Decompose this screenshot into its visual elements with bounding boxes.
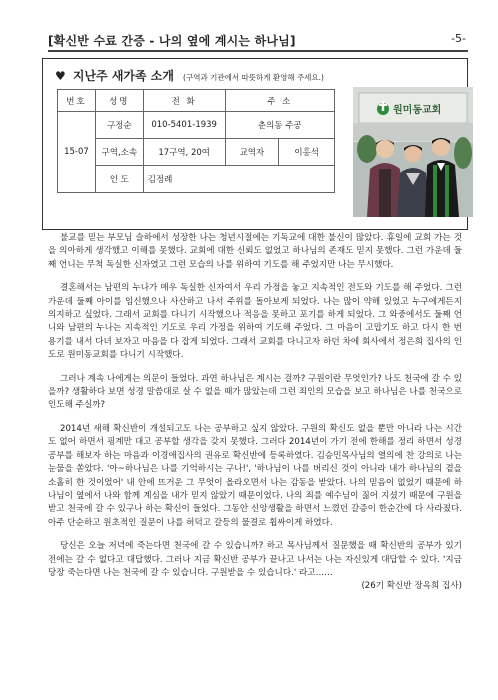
- testimony-paragraph: 2014년 새해 확신반이 개설되고도 나는 공부하고 싶지 않았다. 구원의 확신도 없을 뿐만 아니라 나는 시간도 없어 하면서 핑계만 대고 공부할 생각을 갖지 못했다. 그러다 2014년이 가기 전에 한해를 정리 하면서 성경공부를 해보자 하는 마음과 이경애집사의 권유로 확신반에 등록하였다. 김승민목사님의 열의에 찬 강의로 나는 눈물을 쏟았다. '아~하나님은 나를 기억하시는 구나!', '하나님이 나를 버리신 것이 아니라 내가 하나님의 곁을 소홀히 한 것이었어' 내 안에 뜨거운 그 무엇이 올라오면서 나는 감동을 받았다. 나의 믿음이 없었기 때문에 하나님이 옆에서 나와 함께 계심을 내가 믿지 않았기 때문이었다. 나의 죄를 예수님이 짊어 지셨기 때문에 구원을 받고 천국에 갈 수 있구나 하는 확신이 들었다. 그동안 신앙생활을 하면서 느꼈던 갈증이 한순간에 다 사라졌다. 아주 단순하고 원초적인 질문이 나를 허덕고 갈등의 물결로 휩싸이게 하였다.: [48, 423, 462, 528]
- header-phone: 전 화: [143, 90, 225, 112]
- page-header: [48, 32, 468, 52]
- heart-icon: ♥: [55, 69, 66, 83]
- page-number: -5-: [451, 32, 466, 45]
- testimony-body: [48, 232, 462, 594]
- new-family-heading: [55, 65, 324, 84]
- table-row: [58, 139, 335, 166]
- pastor-label: 교역자: [225, 139, 279, 166]
- district-value: 17구역, 20여: [143, 139, 225, 166]
- member-phone: 010-5401-1939: [143, 112, 225, 139]
- guide-label: 인 도: [95, 166, 143, 193]
- new-family-subtitle: (구역과 기관에서 따뜻하게 환영해 주세요.): [183, 73, 324, 82]
- table-row: [58, 112, 335, 139]
- registration-number: 15-07: [58, 112, 96, 193]
- pastor-value: 이홍석: [279, 139, 335, 166]
- guide-value: 김정례: [143, 166, 334, 193]
- header-address: 주 소: [225, 90, 334, 112]
- new-family-table: [57, 89, 335, 193]
- header-divider: [48, 50, 468, 52]
- new-family-title: 지난주 새가족 소개: [72, 69, 174, 83]
- member-address: 춘의동 주공: [225, 112, 334, 139]
- testimony-paragraph: 불교를 믿는 부모님 슬하에서 성장한 나는 청년시절에는 기독교에 대한 불신이 많았다. 휴일에 교회 가는 것을 의아하게 생각했고 이해를 못했다. 교회에 대한 신뢰도 없었고 하나님의 존재도 믿지 못했다. 그런 가운데 둘째 언니는 무척 독실한 신자였고 그런 모습의 나를 위하여 기도를 해 주었지만 나는 무시했다.: [48, 233, 462, 270]
- testimony-paragraph: 당신은 오늘 저녁에 죽는다면 천국에 갈 수 있습니까? 하고 목사님께서 질문했을 때 확신반의 공부가 있기 전에는 갈 수 없다고 대답했다. 그러나 지금 확신반 공부가 끝나고 나서는 나는 자신있게 대답할 수 있다. '지금 당장 죽는다면 나는 천국에 갈 수 있습니다. 구원받을 수 있습니다.' 라고……: [48, 541, 462, 578]
- member-name: 구정순: [95, 112, 143, 139]
- new-family-section: [42, 58, 468, 230]
- testimony-paragraph: 결혼해서는 남편의 누나가 매우 독실한 신자여서 우리 가정을 놓고 지속적인 전도와 기도를 해 주었다. 그런 가운데 둘째 아이를 임신했으나 사산하고 나서 주위를 돌아보게 되었다. 나는 많이 약해 있었고 누구에게든지 의지하고 싶었다. 그래서 교회를 다니기 시작했으나 적응을 못하고 포기를 하게 되었다. 그 와중에서도 둘째 언니와 남편의 누나는 지속적인 기도로 우리 가정을 위하여 기도해 주었다. 그 마음이 고맙기도 하고 다시 한 번 용기를 내서 다녀 보자고 마음을 다 잡게 되었다. 그래서 교회를 다니고자 하던 차에 회사에서 정은희 집사의 인도로 원미동교회를 다니기 시작했다.: [48, 283, 462, 361]
- church-sign-text: 원미동교회: [393, 105, 442, 116]
- header-number: 번호: [58, 90, 96, 112]
- table-header-row: [58, 90, 335, 112]
- table-row: [58, 166, 335, 193]
- testimony-paragraph: 그러나 계속 나에게는 의문이 들었다. 과연 하나님은 계시는 걸까? 구원이란 무엇인가? 나도 천국에 갈 수 있을까? 생활하다 보면 성경 말씀대로 살 수 없을 때가 많았는데 그런 죄인의 모습을 보고 하나님은 나를 천국으로 인도해 주실까?: [48, 373, 462, 411]
- page-title: [확신반 수료 간증 - 나의 옆에 계시는 하나님]: [48, 34, 296, 48]
- author-signature: (26기 확신반 장옥희 집사): [361, 581, 462, 592]
- district-label: 구역,소속: [95, 139, 143, 166]
- header-name: 성명: [95, 90, 143, 112]
- new-family-photo: [353, 87, 473, 217]
